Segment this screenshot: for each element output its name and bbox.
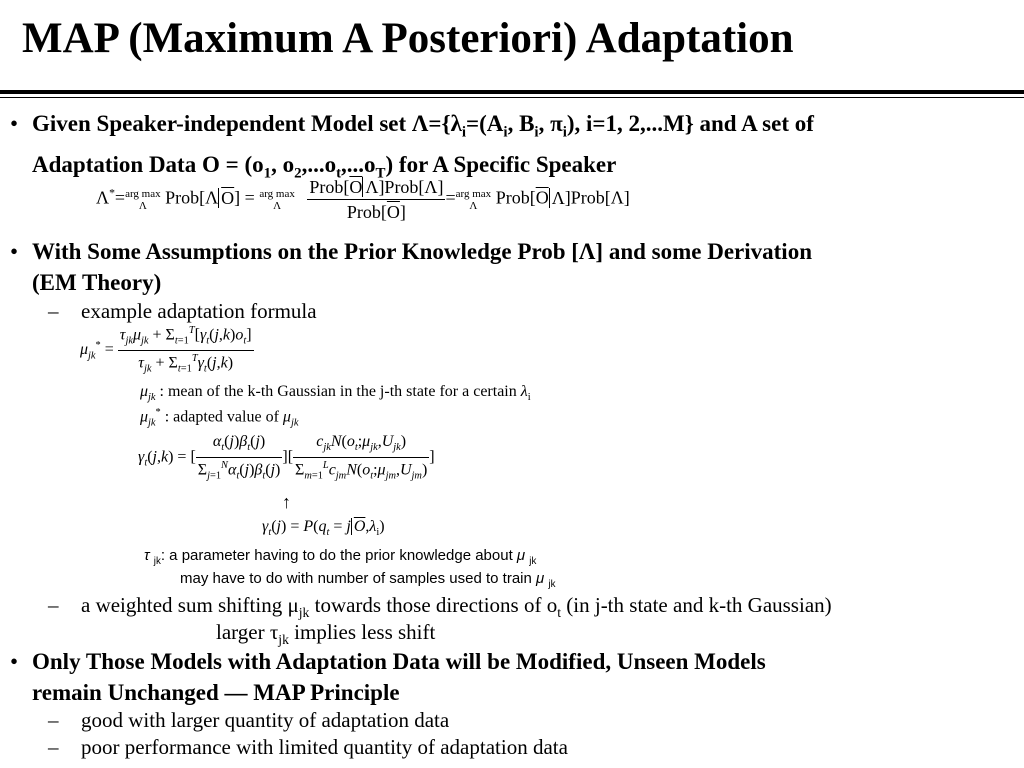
tau-note-2: may have to do with number of samples used to train μ $_{jk}$ [180,570,556,590]
mustar-definition: $\mu_{jk}^*$ : adapted value of $\mu_{jk}$ [140,407,299,429]
adaptation-formula: $\mu_{jk}^*$ = $\frac{\tau_{jk}\mu_{jk} + \Sigma_{t=1}^T[\gamma_t(j,k)o_t]}{\tau_{jk} + \Sigma_{t=1}^T\gamma_t(j,k)}$ [80,325,252,375]
sub-good [48,707,450,733]
bullet-dot: • [10,111,19,136]
bullet-dot: • [10,239,19,264]
bullet-text: Adaptation Data $O = (o_1$, $o_2,...o_t,...o_T$) for A Specific Speaker [32,151,617,182]
gamma-fraction-1: $\frac{\alpha_t(j)\beta_t(j)}{\Sigma_{j=1}^N\alpha_t(j)\beta_t(j)}$ [197,433,281,482]
gamma-state-formula: $\gamma_t(j) = P(q_t = j$ $\overline{O},\lambda_i$) [262,518,385,539]
adaptation-fraction: $\frac{\tau_{jk}\mu_{jk} + \Sigma_{t=1}^T[\gamma_t(j,k)o_t]}{\tau_{jk} + \Sigma_{t=1}^T\gamma_t(j,k)}$ [119,325,252,375]
bullet-map-principle [10,646,766,708]
dash-marker: – [48,708,59,732]
title-rule-thin [0,97,1024,98]
argmax-operator: arg max Λ [455,187,492,212]
sub-example [48,298,317,324]
sub-text: example adaptation formula [81,299,317,323]
bullet-text: Given Speaker-independent Model set $\Lambda=\{\lambda_i=(A_i$, $B_i$, $\pi_i$), i=1, 2,...M} and A set of [32,111,814,141]
gamma-fraction-2: $\frac{c_{jk}N(o_t;\mu_{jk},U_{jk})}{\Sigma_{m=1}^Lc_{jm}N(o_t;\mu_{jm},U_{jm})}$ [295,433,428,482]
sub-text: larger $\tau_{jk}$ implies less shift [216,620,436,648]
bullet-dot: • [10,649,19,674]
bullet-text: With Some Assumptions on the Prior Knowledge Prob [Λ] and some Derivation [32,239,812,264]
dash-marker: – [48,735,59,759]
bullet-assumptions [10,236,812,298]
argmax-operator: arg max Λ [259,187,295,212]
bullet-text: (EM Theory) [32,270,162,295]
sub-weighted-sum [48,592,832,626]
sub-text: poor performance with limited quantity of adaptation data [81,735,568,759]
bayes-fraction: $\frac{Prob[\overline{O} \Lambda]Prob[\Lambda]}{Prob[\overline{O}]}$ [309,177,444,222]
page-title: MAP (Maximum A Posteriori) Adaptation [22,15,794,62]
bullet-text: Only Those Models with Adaptation Data will be Modified, Unseen Models [32,649,766,674]
dash-marker: – [48,299,59,323]
sub-poor [48,734,568,760]
sub-text: good with larger quantity of adaptation data [81,708,450,732]
gamma-formula: $\gamma_t(j,k)$ = [ $\frac{\alpha_t(j)\beta_t(j)}{\Sigma_{j=1}^N\alpha_t(j)\beta_t(j)}$ ][ $\frac{c_{jk}N(o_t;\mu_{jk},U_{jk})}{\Sigma_{m=1}^Lc_{jm}N(o_t;\mu_{jm},U_{jm})}$ ] [138,433,435,482]
map-equation: Λ*=arg max Λ Prob[Λ $\overline{O}$] = arg max Λ $\frac{Prob[\overline{O} \Lambda]Prob[\Lambda]}{Prob[\overline{O}]}$ =arg max Λ $Prob[\overline{O}$ Λ]Prob[Λ] [96,177,630,222]
bullet-text: remain Unchanged — MAP Principle [32,680,400,705]
dash-marker: – [48,593,59,617]
mu-definition: $\mu_{jk}$ : mean of the k-th Gaussian in the j-th state for a certain $\lambda_i$ [140,383,531,404]
tau-note-1: τ $_{jk}$: a parameter having to do the prior knowledge about μ $_{jk}$ [144,547,537,567]
up-arrow-icon: ↑ [282,492,291,512]
sub-text: a weighted sum shifting $\mu_{jk}$ towards those directions of $o_t$ (in j-th state and k-th Gaussian) [81,593,832,621]
argmax-operator: arg max Λ [125,187,161,212]
title-rule-thick [0,90,1024,94]
